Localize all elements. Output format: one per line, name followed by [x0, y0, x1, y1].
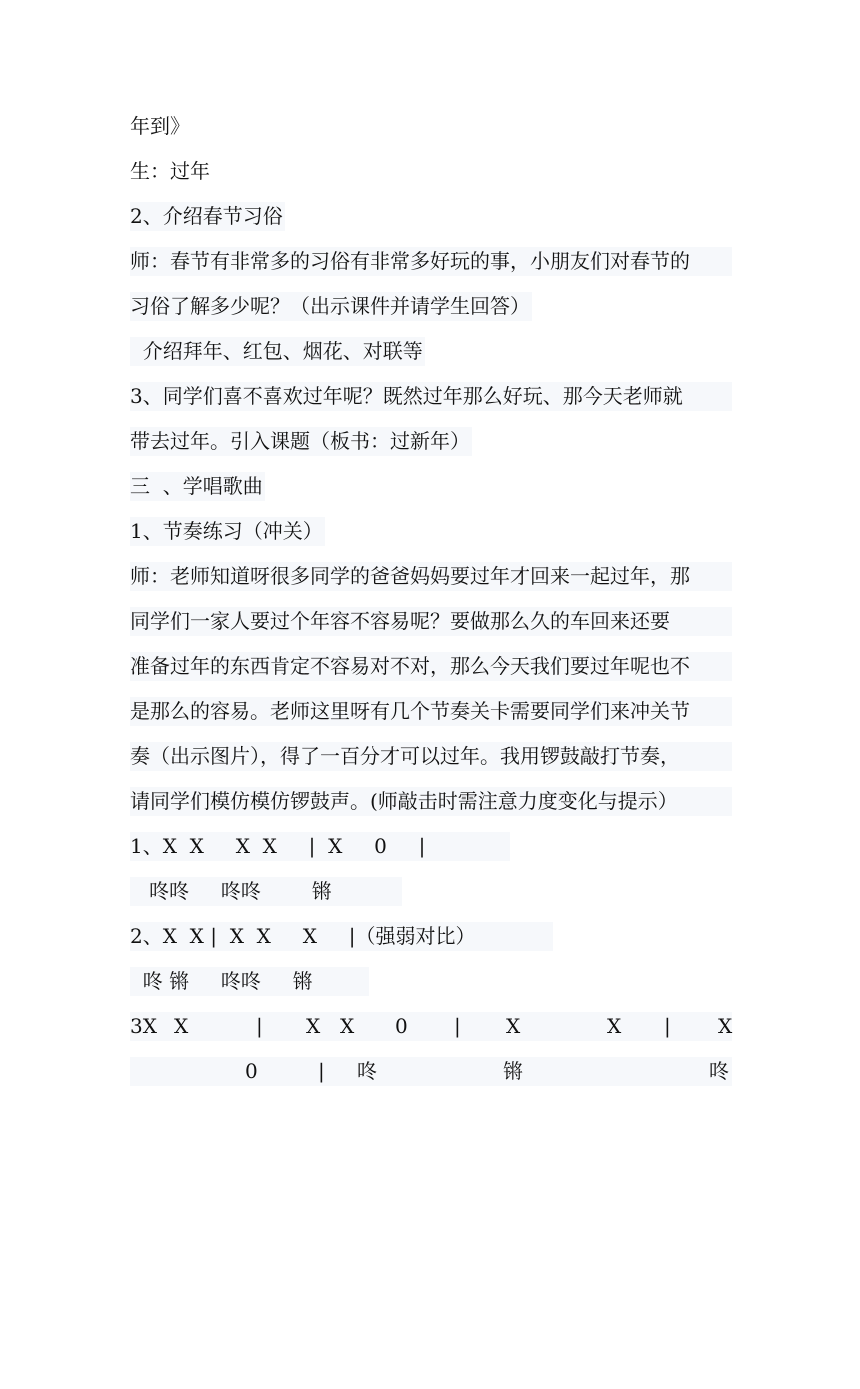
bar-line: | — [664, 1014, 671, 1038]
text-line: 年到》 — [130, 114, 190, 138]
rhythm-sound-line-1: 咚咚 咚咚 锵 — [130, 877, 402, 906]
section-heading: 2、介绍春节习俗 — [130, 202, 285, 231]
text-line: 师：春节有非常多的习俗有非常多好玩的事，小朋友们对春节的 — [130, 247, 732, 276]
rhythm-line-1: 1、X X X X | X 0 | — [130, 832, 510, 861]
rhythm-note: X — [718, 1014, 733, 1038]
bar-line: | — [318, 1059, 325, 1083]
rhythm-line-3 — [130, 1012, 732, 1041]
rhythm-note: X — [174, 1014, 189, 1038]
text-line: 准备过年的东西肯定不容易对不对，那么今天我们要过年呢也不 — [130, 652, 732, 681]
rhythm-line-2: 2、X X | X X X |（强弱对比） — [130, 922, 553, 951]
bar-line: | — [256, 1014, 263, 1038]
rhythm-note: X — [306, 1014, 321, 1038]
text-line: 师：老师知道呀很多同学的爸爸妈妈要过年才回来一起过年，那 — [130, 562, 732, 591]
rhythm-rest: 0 — [395, 1014, 408, 1038]
text-line: 是那么的容易。老师这里呀有几个节奏关卡需要同学们来冲关节 — [130, 697, 732, 726]
text-line: 奏（出示图片），得了一百分才可以过年。我用锣鼓敲打节奏， — [130, 742, 732, 771]
rhythm-note: 3X — [130, 1014, 157, 1038]
rhythm-sound-line-3 — [130, 1057, 732, 1086]
text-line: 介绍拜年、红包、烟花、对联等 — [130, 337, 425, 366]
text-line: 请同学们模仿模仿锣鼓声。(师敲击时需注意力度变化与提示） — [130, 787, 732, 816]
text-line: 生：过年 — [130, 159, 210, 183]
sound-syllable: 咚 — [357, 1059, 377, 1083]
text-line: 习俗了解多少呢？（出示课件并请学生回答） — [130, 292, 532, 321]
rhythm-note: X — [607, 1014, 622, 1038]
rhythm-rest: 0 — [245, 1059, 258, 1083]
rhythm-sound-line-2: 咚 锵 咚咚 锵 — [130, 967, 369, 996]
bar-line: | — [454, 1014, 461, 1038]
section-heading: 三 、学唱歌曲 — [130, 472, 265, 501]
sound-syllable: 咚 — [709, 1059, 729, 1083]
text-line: 3、同学们喜不喜欢过年呢？既然过年那么好玩、那今天老师就 — [130, 382, 732, 411]
section-heading: 1、节奏练习（冲关） — [130, 517, 325, 546]
rhythm-note: X — [506, 1014, 521, 1038]
sound-syllable: 锵 — [503, 1059, 523, 1083]
rhythm-note: X — [340, 1014, 355, 1038]
text-line: 同学们一家人要过个年容不容易呢？要做那么久的车回来还要 — [130, 607, 732, 636]
text-line: 带去过年。引入课题（板书：过新年） — [130, 427, 472, 456]
